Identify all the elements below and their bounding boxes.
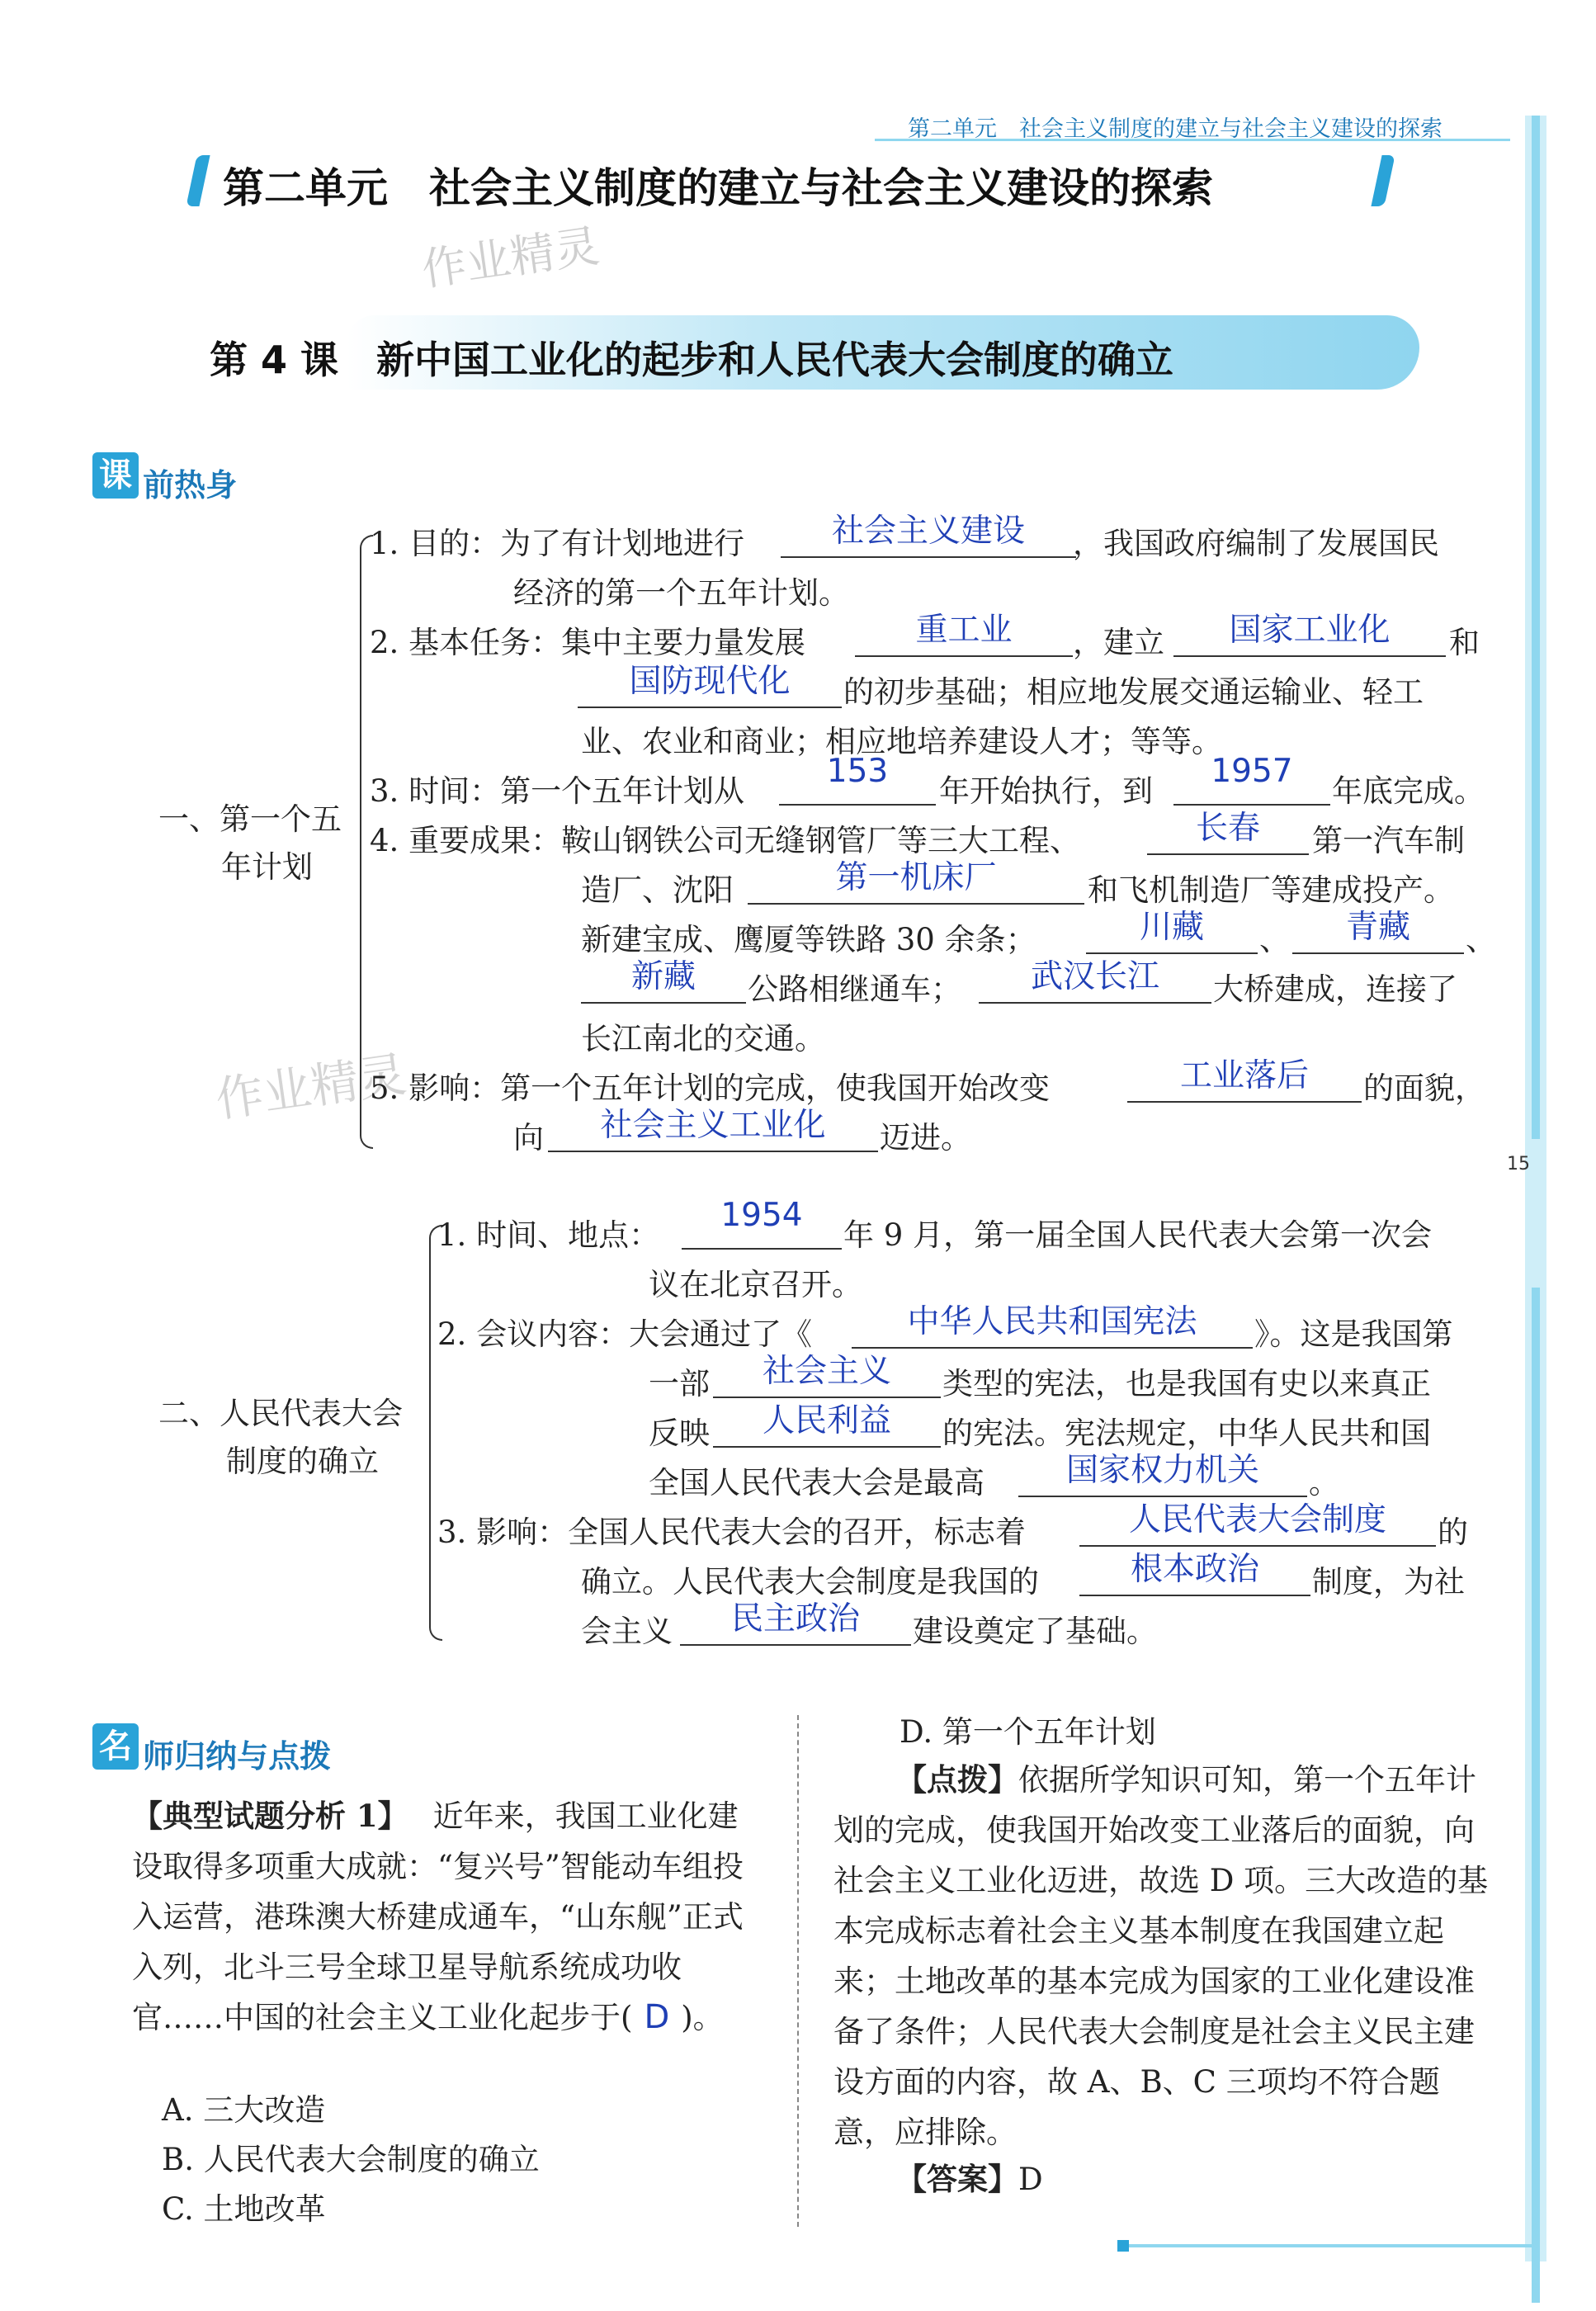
section-label: 师归纳与点拨 <box>143 1738 332 1775</box>
answer-blank <box>1292 901 1464 954</box>
answer-blank <box>1173 604 1446 657</box>
running-head: 第二单元 社会主义制度的建立与社会主义建设的探索 <box>908 116 1443 142</box>
handwritten-answer: 1954 <box>720 1197 803 1234</box>
section-header-teacher <box>92 1723 331 1776</box>
item-text: ，建立 <box>1073 625 1164 660</box>
answer-blank <box>1147 802 1309 855</box>
option-b: B. 人民代表大会制度的确立 <box>162 2142 540 2177</box>
item-text: 的面貌， <box>1363 1070 1485 1106</box>
handwritten-answer: 根本政治 <box>1130 1551 1259 1588</box>
item-text: 2. 基本任务：集中主要力量发展 <box>370 625 806 660</box>
handwritten-answer: 长春 <box>1195 810 1260 847</box>
handwritten-answer: 青藏 <box>1345 909 1410 946</box>
item-text: 建设奠定了基础。 <box>913 1614 1157 1649</box>
answer-blank <box>1127 1050 1362 1103</box>
watermark: 作业精灵 <box>212 1046 410 1128</box>
item-text: 5. 影响：第一个五年计划的完成，使我国开始改变 <box>370 1070 1051 1106</box>
option-c: C. 土地改革 <box>162 2191 326 2227</box>
item-text: 类型的宪法，也是我国有史以来真正 <box>942 1366 1431 1401</box>
item-text: 反映 <box>649 1415 710 1451</box>
tip <box>833 1755 1494 2157</box>
answer-blank <box>979 951 1211 1004</box>
item-text: 1. 目的：为了有计划地进行 <box>370 526 745 561</box>
answer-blank <box>578 655 842 708</box>
option-a: A. 三大改造 <box>162 2092 326 2128</box>
item-text: 长江南北的交通。 <box>581 1021 825 1056</box>
answer-blank <box>781 505 1076 558</box>
part2-label: 制度的确立 <box>226 1444 379 1479</box>
section-header-prelesson <box>92 452 237 505</box>
page-bottom-line <box>1129 2244 1533 2247</box>
item-text: 2. 会议内容：大会通过了《 <box>437 1316 813 1352</box>
section-icon: 名 <box>92 1723 139 1770</box>
section-label: 前热身 <box>143 467 238 503</box>
option-d: D. 第一个五年计划 <box>900 1714 1156 1750</box>
handwritten-answer: 国家权力机关 <box>1065 1452 1259 1489</box>
item-text: ，我国政府编制了发展国民 <box>1073 526 1439 561</box>
item-text: 、 <box>1466 922 1496 957</box>
answer-blank <box>680 1593 911 1646</box>
answer-blank <box>1079 1543 1310 1596</box>
tip-tag: 【点拨】 <box>896 1761 1018 1798</box>
part1-label: 一、第一个五 <box>158 801 342 837</box>
handwritten-answer: 中华人民共和国宪法 <box>907 1303 1197 1340</box>
part2-brace <box>429 1225 442 1641</box>
question-tag: 【典型试题分析 1】 <box>132 1798 408 1834</box>
answer-value: D <box>1018 2162 1043 2197</box>
item-text: 4. 重要成果：鞍山钢铁公司无缝钢管厂等三大工程、 <box>370 823 1081 858</box>
item-text: 》。这是我国第 <box>1254 1316 1453 1352</box>
item-text: 的 <box>1438 1515 1468 1550</box>
tip-text: 依据所学知识可知，第一个五年计划的完成，使我国开始改变工业落后的面貌，向社会主义工业化迈进，故选 D 项。三大改造的基本完成标志着社会主义基本制度在我国建立起来；土地改革的基本完成为国家的工业化建设准备了条件；人民代表大会制度是社会主义民主建设方面的内容，故 A、B、C 三项均不符合题意，应排除。 <box>833 1762 1489 2150</box>
page-edge-strip <box>1525 116 1546 2261</box>
lesson-title: 第 4 课 新中国工业化的起步和人民代表大会制度的确立 <box>210 338 1174 382</box>
item-text: 一部 <box>649 1366 710 1401</box>
question-end: )。 <box>681 2000 724 2035</box>
answer-blank <box>548 1099 878 1152</box>
page-number: 15 <box>1507 1154 1530 1174</box>
handwritten-answer: 新藏 <box>630 958 696 995</box>
item-text: 公路相继通车； <box>748 971 961 1007</box>
answer-blank <box>1079 1494 1436 1547</box>
handwritten-answer: 人民代表大会制度 <box>1128 1501 1386 1538</box>
item-text: 经济的第一个五年计划。 <box>513 575 849 611</box>
handwritten-answer: 社会主义建设 <box>831 513 1025 550</box>
handwritten-answer: 第一机床厂 <box>835 859 997 896</box>
handwritten-answer: 社会主义 <box>762 1353 891 1390</box>
watermark: 作业精灵 <box>418 220 602 296</box>
answer-blank <box>748 852 1084 905</box>
handwritten-answer: 人民利益 <box>762 1402 891 1439</box>
item-text: 的初步基础；相应地发展交通运输业、轻工 <box>843 674 1424 710</box>
column-divider <box>797 1715 799 2227</box>
item-text: 第一汽车制 <box>1312 823 1465 858</box>
item-text: 新建宝成、鹰厦等铁路 30 余条； <box>581 922 1036 957</box>
item-text: 3. 影响：全国人民代表大会的召开，标志着 <box>437 1515 1027 1550</box>
item-text: 会主义 <box>581 1614 673 1649</box>
item-text: 和飞机制造厂等建成投产。 <box>1088 872 1454 908</box>
question-text: 近年来，我国工业化建设取得多项重大成就：“复兴号”智能动车组投入运营，港珠澳大桥建成通车，“山东舰”正式入列，北斗三号全球卫星导航系统成功收官……中国的社会主义工业化起步于( <box>132 1798 744 2035</box>
question <box>132 1791 759 2043</box>
item-text: 的宪法。宪法规定，中华人民共和国 <box>942 1415 1431 1451</box>
unit-title-bracket-left <box>186 155 210 206</box>
part1-label: 年计划 <box>221 849 313 885</box>
item-text: 。 <box>1309 1465 1339 1500</box>
answer-tag: 【答案】 <box>896 2161 1018 2197</box>
handwritten-answer: 工业落后 <box>1179 1057 1309 1094</box>
handwritten-answer: 153 <box>826 753 889 790</box>
item-text: 年开始执行，到 <box>939 773 1153 809</box>
answer-blank <box>779 753 936 806</box>
handwritten-answer: D <box>644 1998 670 2036</box>
item-text: 向 <box>513 1120 544 1156</box>
item-text: 、 <box>1259 922 1290 957</box>
item-text: 确立。人民代表大会制度是我国的 <box>581 1564 1039 1600</box>
answer-blank <box>855 604 1073 657</box>
answer-blank <box>852 1296 1253 1349</box>
item-text: 全国人民代表大会是最高 <box>649 1465 985 1500</box>
item-text: 年底完成。 <box>1332 773 1485 809</box>
item-text: 3. 时间：第一个五年计划从 <box>370 773 745 809</box>
part2-label: 二、人民代表大会 <box>158 1396 403 1431</box>
item-text: 1. 时间、地点： <box>437 1217 660 1253</box>
item-text: 大桥建成，连接了 <box>1213 971 1457 1007</box>
handwritten-answer: 社会主义工业化 <box>600 1107 826 1144</box>
answer <box>896 2161 1043 2197</box>
item-text: 议在北京召开。 <box>649 1267 862 1302</box>
unit-title: 第二单元 社会主义制度的建立与社会主义建设的探索 <box>223 164 1213 212</box>
handwritten-answer: 川藏 <box>1139 909 1204 946</box>
answer-blank <box>1018 1444 1307 1497</box>
item-text: 迈进。 <box>880 1120 971 1156</box>
answer-blank <box>1173 753 1330 806</box>
item-text: 制度，为社 <box>1312 1564 1465 1600</box>
item-text: 和 <box>1449 625 1480 660</box>
answer-blank <box>1086 901 1258 954</box>
item-text: 造厂、沈阳 <box>581 872 734 908</box>
item-text: 业、农业和商业；相应地培养建设人才；等等。 <box>581 724 1222 759</box>
handwritten-answer: 民主政治 <box>730 1600 860 1638</box>
answer-blank <box>682 1197 842 1250</box>
page-corner-marker <box>1117 2240 1129 2252</box>
section-icon: 课 <box>92 452 139 499</box>
handwritten-answer: 国防现代化 <box>629 663 791 700</box>
handwritten-answer: 武汉长江 <box>1030 958 1159 995</box>
answer-blank <box>581 951 746 1004</box>
unit-title-bracket-right <box>1371 155 1395 206</box>
answer-blank <box>713 1345 941 1398</box>
handwritten-answer: 国家工业化 <box>1229 612 1391 649</box>
answer-blank <box>713 1395 941 1448</box>
handwritten-answer: 1957 <box>1211 753 1293 790</box>
item-text: 年 9 月，第一届全国人民代表大会第一次会 <box>843 1217 1433 1253</box>
handwritten-answer: 重工业 <box>915 612 1013 649</box>
